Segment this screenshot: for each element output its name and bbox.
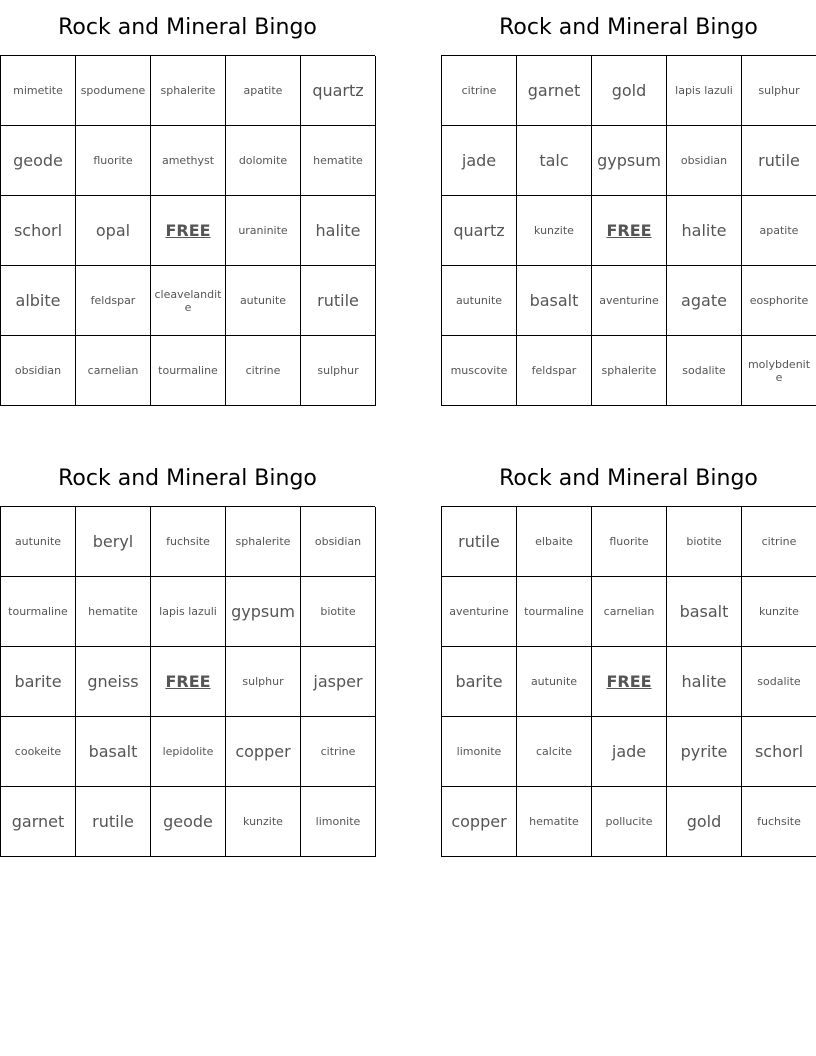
bingo-cell: schorl	[742, 717, 816, 787]
bingo-cell: autunite	[442, 266, 517, 336]
bingo-cell: amethyst	[151, 126, 226, 196]
bingo-cell: biotite	[667, 507, 742, 577]
bingo-cell: basalt	[76, 717, 151, 787]
bingo-cell: basalt	[517, 266, 592, 336]
bingo-cell: agate	[667, 266, 742, 336]
bingo-cell: barite	[1, 647, 76, 717]
bingo-cell: copper	[226, 717, 301, 787]
bingo-cell: muscovite	[442, 336, 517, 406]
bingo-cell: uraninite	[226, 196, 301, 266]
free-space: FREE	[592, 196, 667, 266]
bingo-cell: aventurine	[442, 577, 517, 647]
bingo-cell: geode	[151, 787, 226, 857]
bingo-cell: tourmaline	[151, 336, 226, 406]
bingo-cell: sulphur	[226, 647, 301, 717]
bingo-cell: limonite	[301, 787, 376, 857]
bingo-cell: molybdenite	[742, 336, 816, 406]
bingo-grid	[0, 55, 375, 406]
free-space: FREE	[151, 196, 226, 266]
bingo-cell: sodalite	[667, 336, 742, 406]
bingo-cell: halite	[667, 647, 742, 717]
bingo-grid	[441, 55, 816, 406]
bingo-cell: pollucite	[592, 787, 667, 857]
bingo-cell: halite	[301, 196, 376, 266]
bingo-cell: obsidian	[667, 126, 742, 196]
bingo-cell: carnelian	[76, 336, 151, 406]
bingo-cell: schorl	[1, 196, 76, 266]
bingo-card-1	[0, 0, 375, 406]
bingo-cell: fuchsite	[151, 507, 226, 577]
card-title: Rock and Mineral Bingo	[58, 15, 317, 40]
bingo-cell: gold	[592, 56, 667, 126]
bingo-cell: citrine	[301, 717, 376, 787]
bingo-cell: obsidian	[301, 507, 376, 577]
bingo-cell: rutile	[301, 266, 376, 336]
bingo-cell: gypsum	[592, 126, 667, 196]
bingo-cell: sulphur	[742, 56, 816, 126]
bingo-cell: pyrite	[667, 717, 742, 787]
bingo-cell: talc	[517, 126, 592, 196]
bingo-cell: biotite	[301, 577, 376, 647]
card-title: Rock and Mineral Bingo	[58, 466, 317, 491]
bingo-cell: tourmaline	[1, 577, 76, 647]
bingo-cell: quartz	[442, 196, 517, 266]
bingo-cell: jasper	[301, 647, 376, 717]
bingo-cell: citrine	[442, 56, 517, 126]
bingo-cell: garnet	[1, 787, 76, 857]
bingo-card-4	[441, 451, 816, 857]
card-title: Rock and Mineral Bingo	[499, 466, 758, 491]
bingo-cell: garnet	[517, 56, 592, 126]
bingo-cell: gold	[667, 787, 742, 857]
bingo-cell: sulphur	[301, 336, 376, 406]
bingo-cell: jade	[442, 126, 517, 196]
bingo-cell: quartz	[301, 56, 376, 126]
bingo-cell: fluorite	[76, 126, 151, 196]
bingo-cell: jade	[592, 717, 667, 787]
bingo-cell: spodumene	[76, 56, 151, 126]
bingo-cell: rutile	[742, 126, 816, 196]
bingo-cell: tourmaline	[517, 577, 592, 647]
bingo-cell: cleavelandite	[151, 266, 226, 336]
bingo-cell: feldspar	[76, 266, 151, 336]
bingo-cell: sphalerite	[151, 56, 226, 126]
bingo-cell: rutile	[76, 787, 151, 857]
bingo-cell: autunite	[517, 647, 592, 717]
bingo-cell: hematite	[301, 126, 376, 196]
bingo-cell: calcite	[517, 717, 592, 787]
bingo-cell: kunzite	[742, 577, 816, 647]
bingo-cell: dolomite	[226, 126, 301, 196]
bingo-cell: autunite	[226, 266, 301, 336]
bingo-card-2	[441, 0, 816, 406]
bingo-cell: sodalite	[742, 647, 816, 717]
bingo-cell: sphalerite	[226, 507, 301, 577]
bingo-cell: lapis lazuli	[667, 56, 742, 126]
bingo-cell: cookeite	[1, 717, 76, 787]
bingo-cell: basalt	[667, 577, 742, 647]
bingo-cell: carnelian	[592, 577, 667, 647]
bingo-cell: feldspar	[517, 336, 592, 406]
bingo-cell: apatite	[742, 196, 816, 266]
bingo-cell: halite	[667, 196, 742, 266]
bingo-cell: gneiss	[76, 647, 151, 717]
bingo-card-3	[0, 451, 375, 857]
bingo-cell: kunzite	[226, 787, 301, 857]
bingo-cell: autunite	[1, 507, 76, 577]
bingo-cell: kunzite	[517, 196, 592, 266]
free-space: FREE	[592, 647, 667, 717]
bingo-cell: limonite	[442, 717, 517, 787]
bingo-cell: opal	[76, 196, 151, 266]
bingo-cell: gypsum	[226, 577, 301, 647]
bingo-cell: hematite	[517, 787, 592, 857]
bingo-cell: barite	[442, 647, 517, 717]
bingo-cell: eosphorite	[742, 266, 816, 336]
card-title: Rock and Mineral Bingo	[499, 15, 758, 40]
bingo-cell: fuchsite	[742, 787, 816, 857]
bingo-cell: geode	[1, 126, 76, 196]
bingo-cell: sphalerite	[592, 336, 667, 406]
bingo-cell: lapis lazuli	[151, 577, 226, 647]
bingo-cell: elbaite	[517, 507, 592, 577]
free-space: FREE	[151, 647, 226, 717]
bingo-cell: copper	[442, 787, 517, 857]
bingo-grid	[441, 506, 816, 857]
bingo-cell: apatite	[226, 56, 301, 126]
bingo-cell: citrine	[226, 336, 301, 406]
bingo-cell: fluorite	[592, 507, 667, 577]
bingo-cell: aventurine	[592, 266, 667, 336]
bingo-cell: hematite	[76, 577, 151, 647]
bingo-cell: obsidian	[1, 336, 76, 406]
bingo-cell: beryl	[76, 507, 151, 577]
bingo-cell: citrine	[742, 507, 816, 577]
bingo-cell: rutile	[442, 507, 517, 577]
bingo-cell: mimetite	[1, 56, 76, 126]
bingo-cell: lepidolite	[151, 717, 226, 787]
bingo-grid	[0, 506, 375, 857]
bingo-cell: albite	[1, 266, 76, 336]
